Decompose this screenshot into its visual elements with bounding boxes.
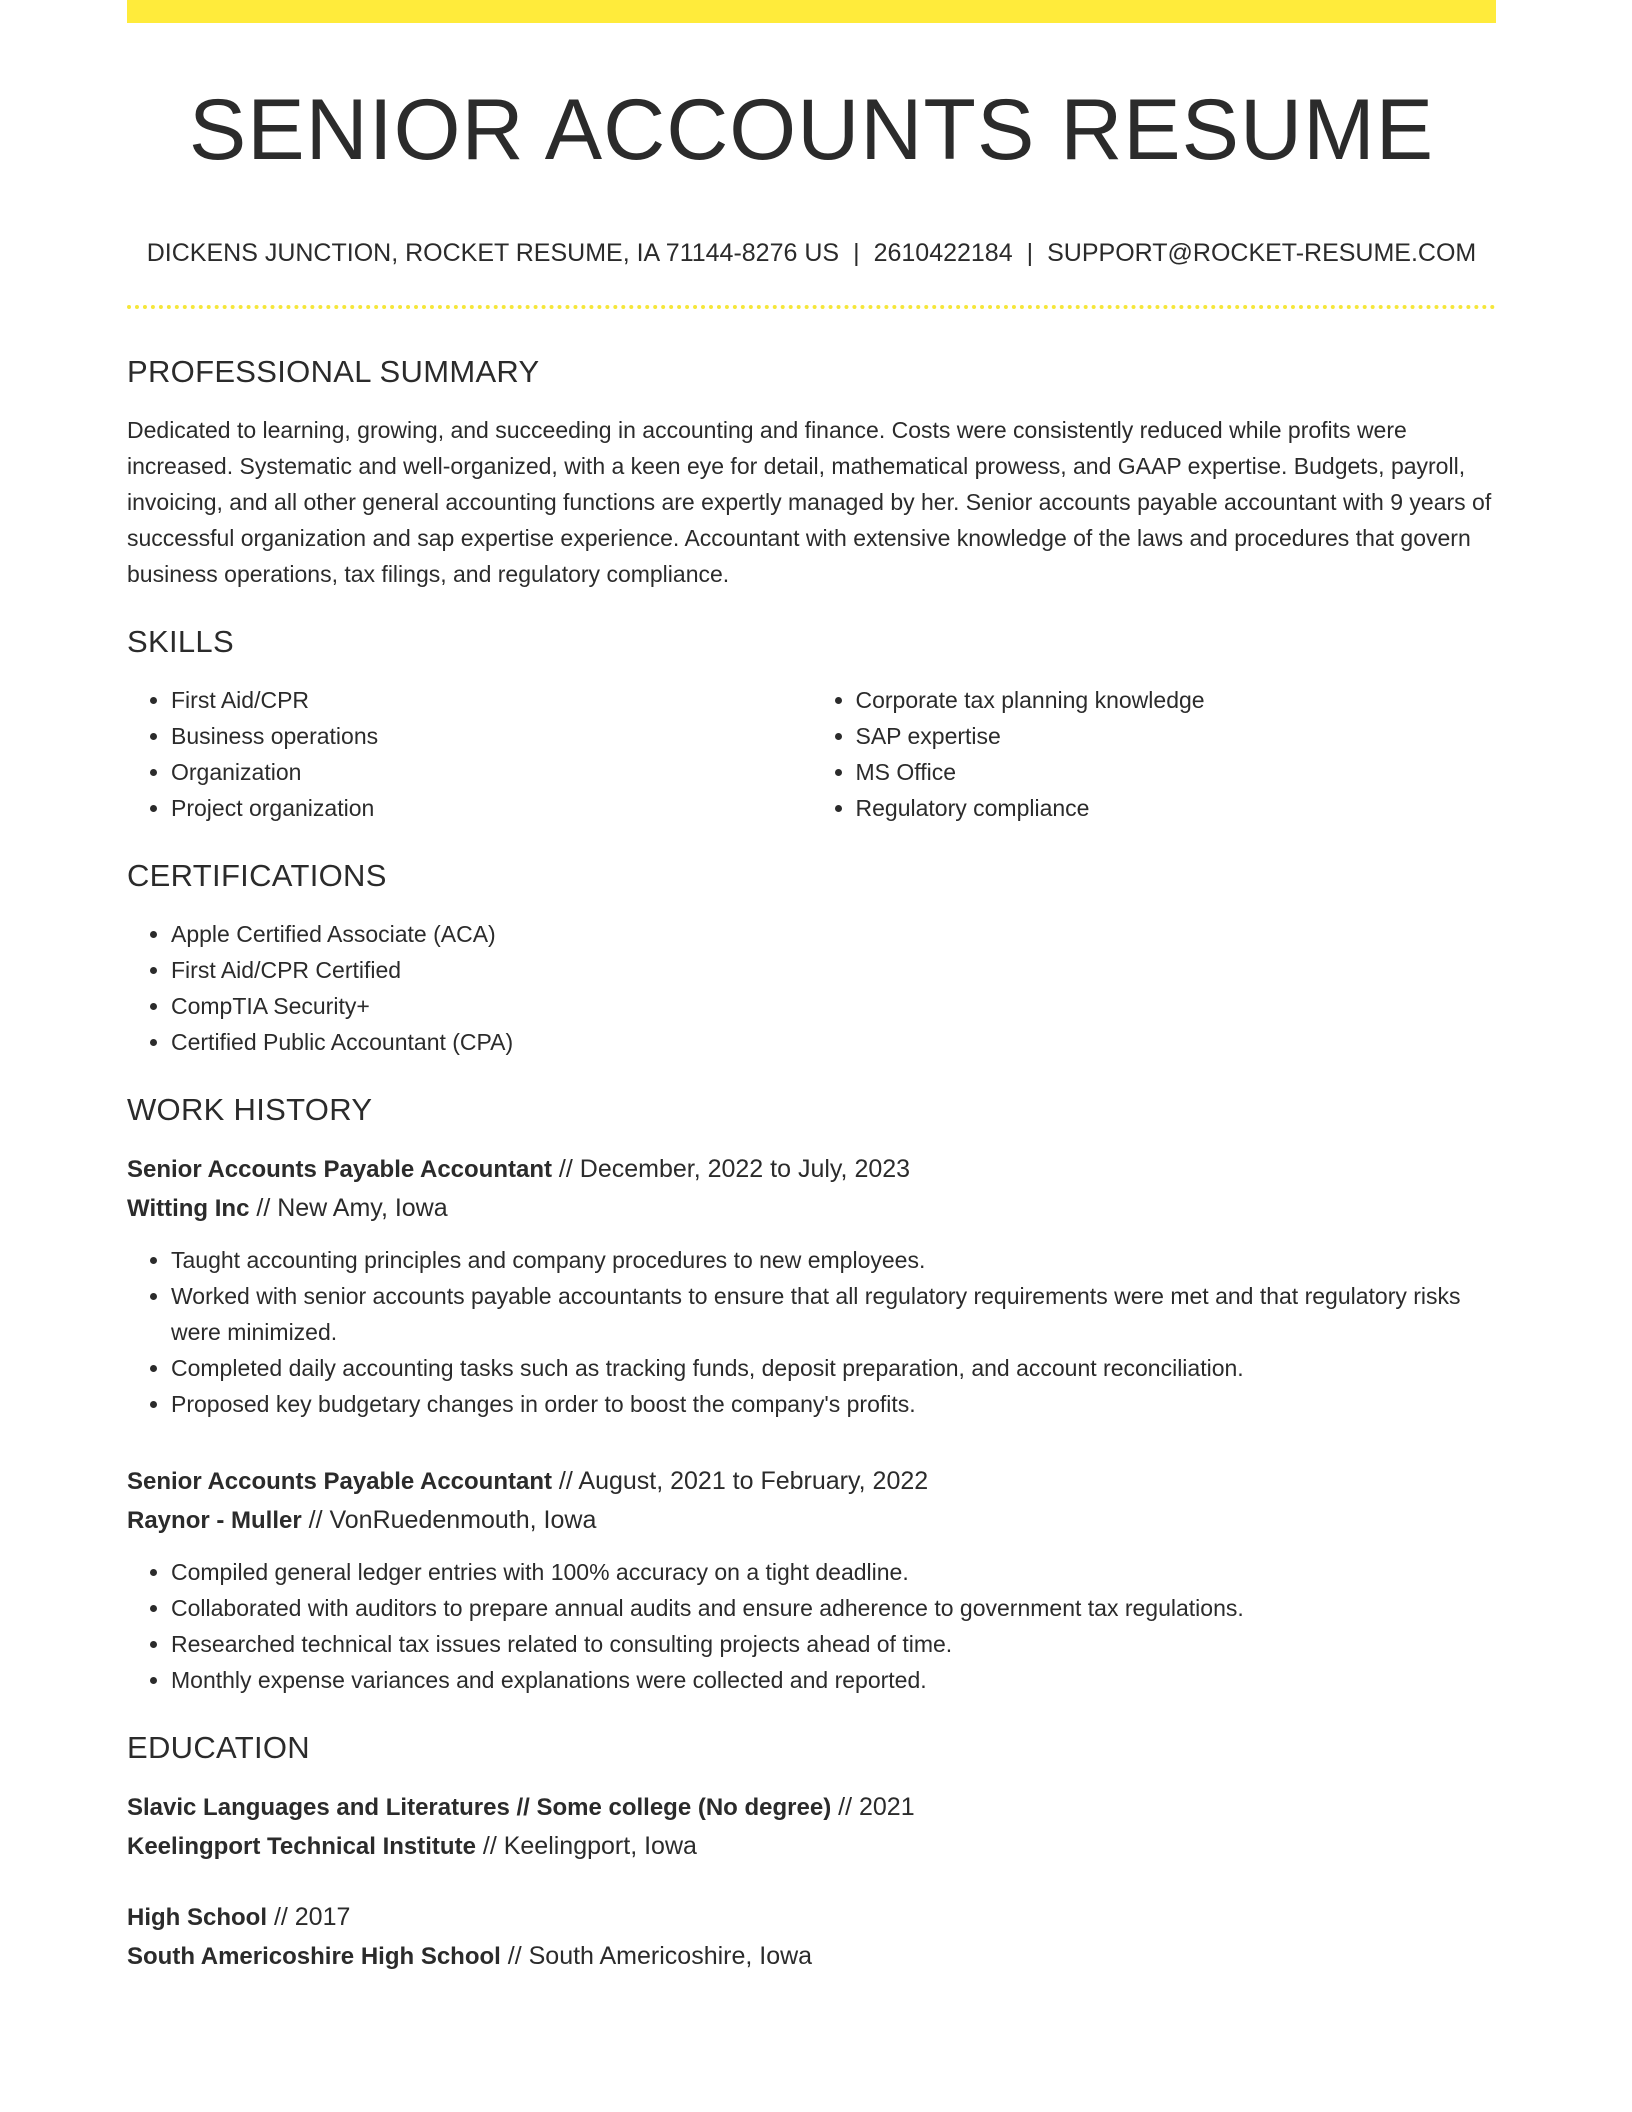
job-title-line xyxy=(127,1462,1496,1501)
job-bullet: • Compiled general ledger entries with 100% accuracy on a tight deadline. xyxy=(171,1554,1496,1590)
job-bullet: • Researched technical tax issues related to consulting projects ahead of time. xyxy=(171,1626,1496,1662)
education-school: Keelingport Technical Institute xyxy=(127,1833,476,1860)
education-heading: EDUCATION xyxy=(127,1730,310,1765)
skill-item: • Regulatory compliance xyxy=(856,790,1497,826)
skills-heading: SKILLS xyxy=(127,624,234,659)
skill-item: • SAP expertise xyxy=(856,718,1497,754)
job-dates: // August, 2021 to February, 2022 xyxy=(551,1467,929,1495)
certification-item: • First Aid/CPR Certified xyxy=(171,952,1496,988)
contact-address: DICKENS JUNCTION, ROCKET RESUME, IA 71144-8276 US xyxy=(146,239,840,267)
job-bullet: • Taught accounting principles and company procedures to new employees. xyxy=(171,1242,1496,1278)
job-entry xyxy=(127,1462,1496,1698)
job-entry xyxy=(127,1150,1496,1422)
job-title-line xyxy=(127,1150,1496,1189)
job-bullet: • Monthly expense variances and explanations were collected and reported. xyxy=(171,1662,1496,1698)
education-degree: High School xyxy=(127,1904,267,1931)
education-year: // 2021 xyxy=(831,1793,915,1821)
job-company: Raynor - Muller xyxy=(127,1507,302,1534)
skills-section xyxy=(127,682,1496,826)
certifications-heading: CERTIFICATIONS xyxy=(127,858,387,893)
contact-separator: | xyxy=(853,239,860,267)
work-history-heading: WORK HISTORY xyxy=(127,1092,373,1127)
job-title: Senior Accounts Payable Accountant xyxy=(127,1156,552,1183)
contact-separator: | xyxy=(1026,239,1034,267)
resume-title: SENIOR ACCOUNTS RESUME xyxy=(188,82,1435,178)
certification-item: • CompTIA Security+ xyxy=(171,988,1496,1024)
education-school: South Americoshire High School xyxy=(127,1943,501,1970)
education-school-line xyxy=(127,1827,1496,1866)
job-bullets xyxy=(127,1554,1496,1698)
skill-item: • First Aid/CPR xyxy=(171,682,812,718)
job-company: Witting Inc xyxy=(127,1195,250,1222)
job-bullets xyxy=(127,1242,1496,1422)
job-company-line xyxy=(127,1501,1496,1540)
skill-item: • MS Office xyxy=(856,754,1497,790)
education-year: // 2017 xyxy=(267,1903,351,1931)
summary-heading: PROFESSIONAL SUMMARY xyxy=(127,354,540,389)
skill-item: • Business operations xyxy=(171,718,812,754)
job-dates: // December, 2022 to July, 2023 xyxy=(551,1155,911,1183)
education-location: // South Americoshire, Iowa xyxy=(500,1942,813,1970)
certifications-list xyxy=(127,916,1496,1060)
job-title: Senior Accounts Payable Accountant xyxy=(127,1468,552,1495)
skill-item: • Corporate tax planning knowledge xyxy=(856,682,1497,718)
job-bullet: • Proposed key budgetary changes in order to boost the company's profits. xyxy=(171,1386,1496,1422)
skills-list-right xyxy=(812,682,1497,826)
skill-item: • Organization xyxy=(171,754,812,790)
dotted-divider xyxy=(127,305,1496,309)
education-degree-line xyxy=(127,1898,1496,1937)
education-location: // Keelingport, Iowa xyxy=(475,1832,697,1860)
skill-item: • Project organization xyxy=(171,790,812,826)
accent-top-bar xyxy=(127,0,1496,23)
summary-text: Dedicated to learning, growing, and succeeding in accounting and finance. Costs were consistently reduced while profits were increased. Systematic and well-organized, with a keen eye for detail, mathematical prowess, and GAAP expertise. Budgets, payroll, invoicing, and all other general accounting functions are expertly managed by her. Senior accounts payable accountant with 9 years of successful organization and sap expertise experience. Accountant with extensive knowledge of the laws and procedures that govern business operations, tax filings, and regulatory compliance. xyxy=(127,417,1492,587)
job-bullet: • Completed daily accounting tasks such as tracking funds, deposit preparation, and account reconciliation. xyxy=(171,1350,1496,1386)
education-degree: Slavic Languages and Literatures // Some college (No degree) xyxy=(127,1794,832,1821)
resume-content xyxy=(127,352,1496,2006)
certification-item: • Apple Certified Associate (ACA) xyxy=(171,916,1496,952)
education-degree-line xyxy=(127,1788,1496,1827)
contact-phone: 2610422184 xyxy=(873,239,1013,267)
education-entry xyxy=(127,1788,1496,1866)
job-bullet: • Worked with senior accounts payable accountants to ensure that all regulatory requirements were met and that regulatory risks were minimized. xyxy=(171,1278,1496,1350)
education-school-line xyxy=(127,1937,1496,1976)
skills-list-left xyxy=(127,682,812,826)
job-bullet: • Collaborated with auditors to prepare annual audits and ensure adherence to government tax regulations. xyxy=(171,1590,1496,1626)
contact-line xyxy=(127,236,1496,270)
job-location: // New Amy, Iowa xyxy=(249,1194,448,1222)
education-entry xyxy=(127,1898,1496,1976)
certification-item: • Certified Public Accountant (CPA) xyxy=(171,1024,1496,1060)
job-company-line xyxy=(127,1189,1496,1228)
contact-email: SUPPORT@ROCKET-RESUME.COM xyxy=(1047,239,1477,267)
job-location: // VonRuedenmouth, Iowa xyxy=(301,1506,597,1534)
summary-section xyxy=(127,352,1496,592)
